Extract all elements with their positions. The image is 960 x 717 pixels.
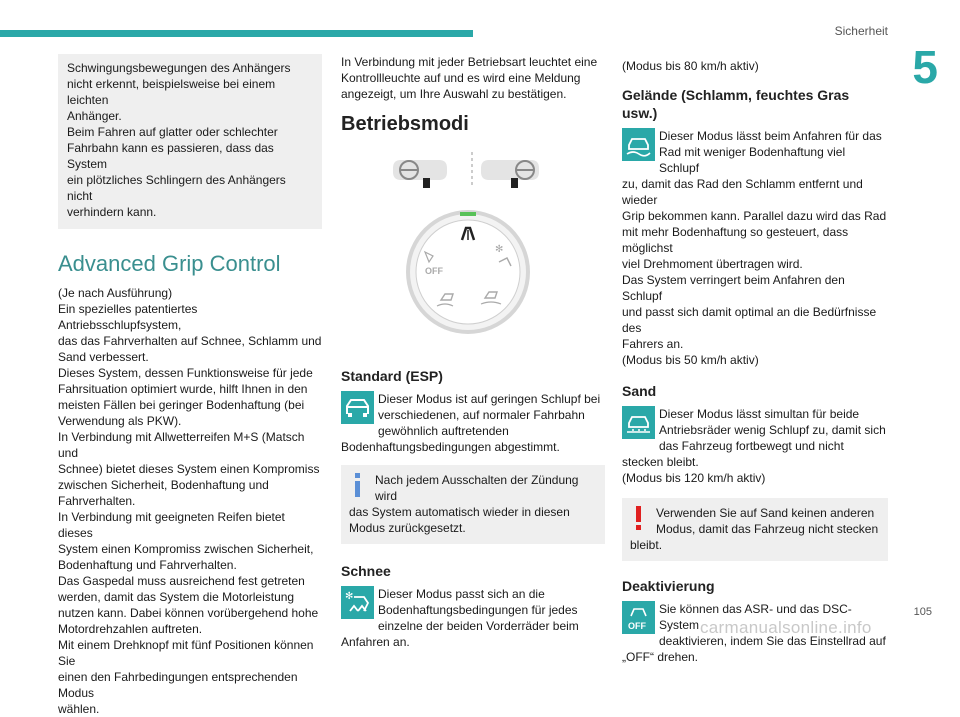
column-middle xyxy=(341,54,605,650)
header-accent-bar xyxy=(0,30,473,37)
column-right xyxy=(622,54,888,665)
info-text: Nach jedem Ausschalten der Zündung wird das System automatisch wieder in diesen Modus zurückgesetzt. xyxy=(349,473,579,535)
snow-block xyxy=(341,586,605,650)
mud-block xyxy=(622,128,888,368)
svg-text:OFF: OFF xyxy=(425,266,443,276)
svg-text:✻: ✻ xyxy=(345,591,354,602)
warning-box xyxy=(622,498,888,561)
mud-mode-icon xyxy=(622,128,655,161)
off-mode-icon xyxy=(622,601,655,634)
svg-text:✻: ✻ xyxy=(495,244,504,255)
watermark: carmanualsonline.info xyxy=(700,618,872,637)
svg-text:OFF: OFF xyxy=(628,621,646,631)
mud-text: Dieser Modus lässt beim Anfahren für das Rad mit weniger Bodenhaftung viel Schlupf zu, damit das Rad den Schlamm entfernt und wieder Grip bekommen kann. Parallel dazu wird das Rad mit mehr Bodenhaftung so gesteuert, dass möglichst viel Drehmoment übertragen wird. Das System verringert beim Anfahren den Schlupf und passt sich damit optimal an die Bedürfnisse des Fahrers an. (Modus bis 50 km/h aktiv) xyxy=(622,129,887,367)
agc-title: Advanced Grip Control xyxy=(58,251,281,276)
deactivation-text: Sie können das ASR- und das DSC-System deaktivieren, indem Sie das Einstellrad auf „OFF“ drehen. xyxy=(622,602,886,664)
snow-mode-icon xyxy=(341,586,374,619)
info-icon xyxy=(351,472,367,498)
mode-dial xyxy=(406,210,530,334)
column-left xyxy=(58,54,322,717)
trailer-warning-text: Schwingungsbewegungen des Anhängers nicht erkennt, beispielsweise bei einem leichten Anhänger. Beim Fahren auf glatter oder schlechter Fahrbahn kann es passieren, dass das System ein plötzliches Schlingern des Anhängers nicht verhindern kann. xyxy=(67,61,291,219)
esp-mode-icon xyxy=(341,391,374,424)
agc-dial-illustration xyxy=(341,150,605,358)
agc-body: (Je nach Ausführung) Ein spezielles patentiertes Antriebsschlupfsystem, das das Fahrverhalten auf Schnee, Schlamm und Sand verbessert. Dieses System, dessen Funktionsweise für jede Fahrsituation optimiert wurde, hilft Ihnen in den meisten Fällen bei geringer Bodenhaftung (bei Verwendung als PKW). In Verbindung mit Allwetterreifen M+S (Matsch und Schnee) bietet dieses System einen Kompromiss zwischen Sicherheit, Bodenhaftung und Fahrverhalten. In Verbindung mit geeigneten Reifen bietet dieses System einen Kompromiss zwischen Sicherheit, Bodenhaftung und Fahrverhalten. Das Gaspedal muss ausreichend fest getreten werden, damit das System die Motorleistung nutzen kann. Dabei können vorübergehend hohe Motordrehzahlen auftreten. Mit einem Drehknopf mit fünf Positionen können Sie einen den Fahrbedingungen entsprechenden Modus wählen. xyxy=(58,286,322,716)
chapter-number: 5 xyxy=(912,41,938,93)
info-box xyxy=(341,465,605,544)
snow-text: Dieser Modus passt sich an die Bodenhaftungsbedingungen für jedes einzelne der beiden Vorderräder beim Anfahren an. xyxy=(341,587,579,649)
sand-block xyxy=(622,406,888,486)
snow-speed-limit: (Modus bis 80 km/h aktiv) xyxy=(622,59,759,73)
standard-block xyxy=(341,391,605,455)
standard-heading: Standard (ESP) xyxy=(341,368,443,384)
snow-heading: Schnee xyxy=(341,563,391,579)
sand-heading: Sand xyxy=(622,383,657,399)
sand-mode-icon xyxy=(622,406,655,439)
trailer-warning-box xyxy=(58,54,322,229)
intro-text: In Verbindung mit jeder Betriebsart leuchtet eine Kontrollleuchte auf und es wird eine Meldung angezeigt, um Ihre Auswahl zu bestätigen. xyxy=(341,55,598,101)
page-number: 105 xyxy=(913,606,932,618)
rhd-steering-icon xyxy=(481,160,539,188)
section-title: Sicherheit xyxy=(834,24,888,38)
deactivation-heading: Deaktivierung xyxy=(622,578,715,594)
standard-text: Dieser Modus ist auf geringen Schlupf bei verschiedenen, auf normaler Fahrbahn gewöhnlich auftretenden Bodenhaftungsbedingungen abgestimmt. xyxy=(341,392,601,454)
warning-icon xyxy=(632,505,648,531)
lhd-steering-icon xyxy=(393,160,447,188)
operating-modes-title: Betriebsmodi xyxy=(341,113,469,135)
sand-text: Dieser Modus lässt simultan für beide Antriebsräder wenig Schlupf zu, damit sich das Fahrzeug fortbewegt und nicht stecken bleibt. (Modus bis 120 km/h aktiv) xyxy=(622,407,886,485)
warning-text: Verwenden Sie auf Sand keinen anderen Modus, damit das Fahrzeug nicht stecken bleibt. xyxy=(630,506,879,552)
mud-heading: Gelände (Schlamm, feuchtes Gras usw.) xyxy=(622,87,850,121)
